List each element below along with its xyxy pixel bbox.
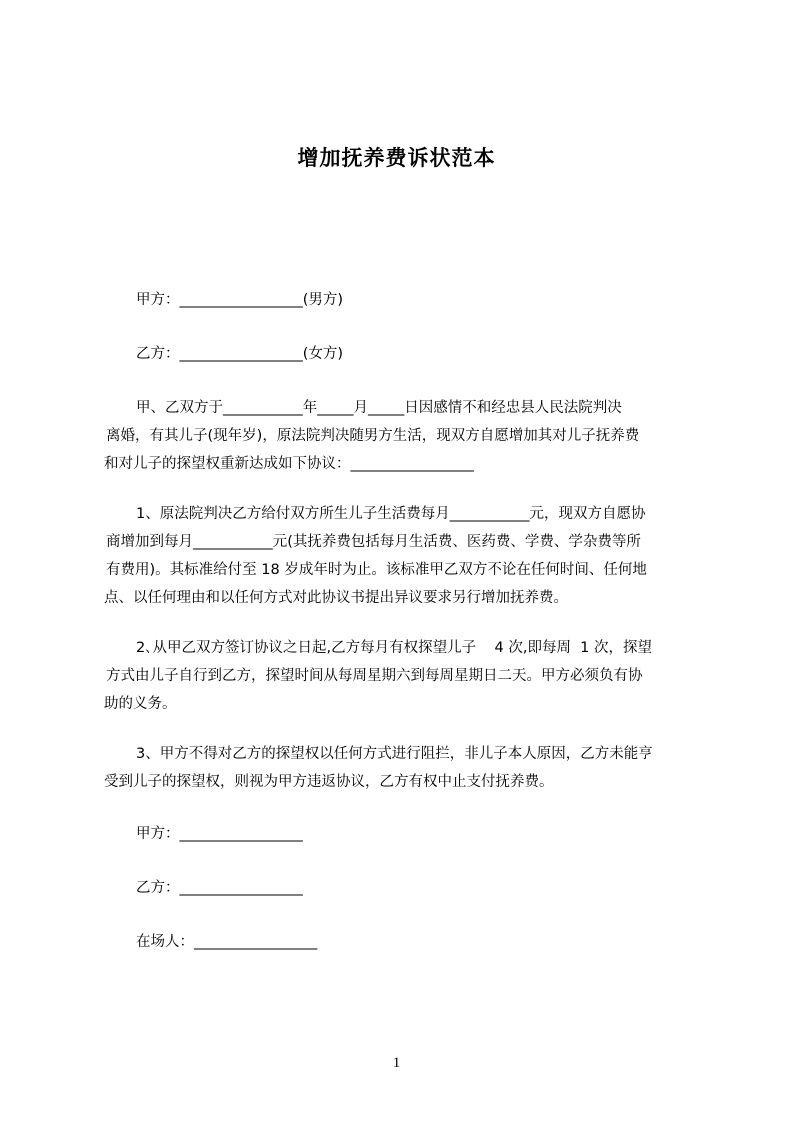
clause-1-line: 有费用)。其标准给付至 18 岁成年时为止。该标准甲乙双方不论在任何时间、任何地 bbox=[106, 562, 647, 578]
intro-line: 甲、乙双方于___________年_____月_____日因感情不和经忠县人民法院判决 bbox=[136, 400, 622, 416]
clause-3-line: 受到儿子的探望权，则视为甲方违返协议，乙方有权中止支付抚养费。 bbox=[104, 774, 554, 790]
intro-line: 离婚，有其儿子(现年岁)，原法院判决随男方生活，现双方自愿增加其对儿子抚养费 bbox=[106, 428, 640, 444]
document-title: 增加抚养费诉状范本 bbox=[297, 146, 496, 170]
clause-1-line: 商增加到每月___________元(其抚养费包括每月生活费、医药费、学费、学杂费等所 bbox=[106, 534, 641, 550]
clause-1-line: 点、以任何理由和以任何方式对此协议书提出异议要求另行增加抚养费。 bbox=[104, 590, 568, 606]
clause-1-line: 1、原法院判决乙方给付双方所生儿子生活费每月___________元，现双方自愿协 bbox=[136, 506, 646, 522]
clause-3-line: 3、甲方不得对乙方的探望权以任何方式进行阻拦，非儿子本人原因，乙方未能亨 bbox=[136, 746, 653, 762]
party-a-line: 甲方：_________________(男方) bbox=[136, 292, 344, 308]
intro-line: 和对儿子的探望权重新达成如下协议：_________________ bbox=[104, 456, 474, 472]
signature-party-a: 甲方：_________________ bbox=[136, 826, 303, 842]
signature-party-b: 乙方：_________________ bbox=[136, 880, 303, 896]
clause-2-line: 2､从甲乙双方签订协议之日起,乙方每月有权探望儿子 4 次,即每周 1 次，探望 bbox=[136, 640, 653, 656]
page-number: 1 bbox=[392, 1055, 401, 1071]
signature-witness: 在场人：_________________ bbox=[136, 934, 318, 950]
clause-2-line: 方式由儿子自行到乙方，探望时间从每周星期六到每周星期日二天。甲方必须负有协 bbox=[106, 668, 643, 684]
clause-2-line: 助的义务。 bbox=[104, 696, 177, 712]
party-b-line: 乙方：_________________(女方) bbox=[136, 346, 344, 362]
